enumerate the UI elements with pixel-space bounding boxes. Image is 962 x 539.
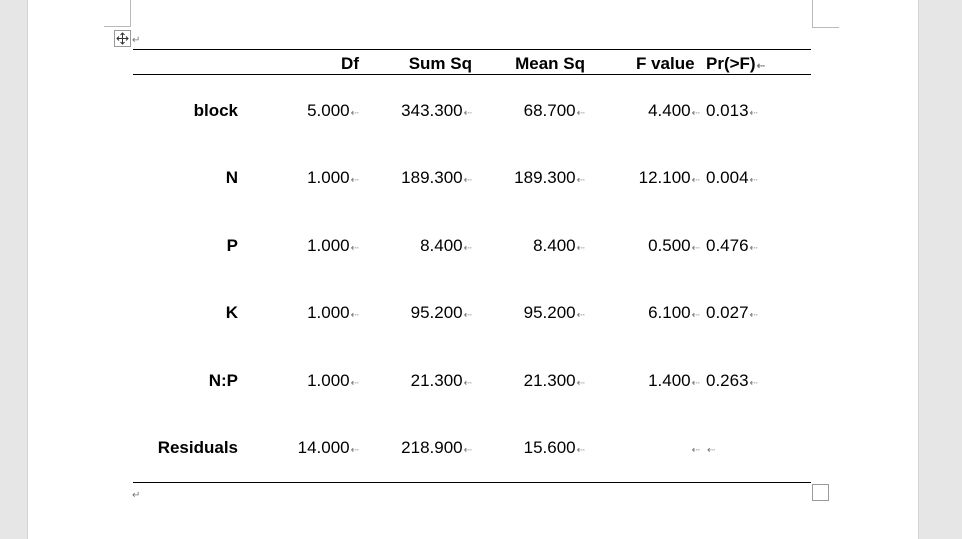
cell-mean-sq[interactable]: 15.600⇠ <box>523 438 585 457</box>
cell-pr-f[interactable]: 0.027⇠ <box>706 303 758 322</box>
table-top-rule <box>133 49 811 50</box>
cell-mean-sq[interactable]: 68.700⇠ <box>523 101 585 120</box>
header-sum-sq[interactable]: Sum Sq <box>408 54 472 73</box>
cell-mean-sq[interactable]: 95.200⇠ <box>523 303 585 322</box>
paragraph-mark: ↵ <box>132 490 141 501</box>
cell-f-value[interactable]: 1.400⇠ <box>648 371 700 390</box>
cell-df[interactable]: 1.000⇠ <box>307 371 359 390</box>
cell-df[interactable]: 1.000⇠ <box>307 168 359 187</box>
cell-f-value[interactable]: 4.400⇠ <box>648 101 700 120</box>
cell-df[interactable]: 1.000⇠ <box>307 236 359 255</box>
paragraph-mark: ↵ <box>132 35 141 46</box>
row-label-n[interactable]: N <box>225 168 238 187</box>
cell-f-value-empty[interactable]: ⇠ <box>691 445 700 456</box>
cell-sum-sq[interactable]: 95.200⇠ <box>410 303 472 322</box>
cell-f-value[interactable]: 6.100⇠ <box>648 303 700 322</box>
header-pr-f[interactable]: Pr(>F)⇠ <box>706 54 765 73</box>
header-f-value[interactable]: F value <box>636 54 695 73</box>
cell-mean-sq[interactable]: 189.300⇠ <box>514 168 585 187</box>
row-label-block[interactable]: block <box>193 101 238 120</box>
cell-pr-f[interactable]: 0.263⇠ <box>706 371 758 390</box>
cell-f-value[interactable]: 0.500⇠ <box>648 236 700 255</box>
table-bottom-rule <box>133 482 811 483</box>
cell-mean-sq[interactable]: 21.300⇠ <box>523 371 585 390</box>
cell-df[interactable]: 14.000⇠ <box>297 438 359 457</box>
header-mean-sq[interactable]: Mean Sq <box>515 54 585 73</box>
row-label-residuals[interactable]: Residuals <box>157 438 238 457</box>
margin-corner-top-left <box>104 26 130 27</box>
row-label-p[interactable]: P <box>226 236 238 255</box>
cell-mean-sq[interactable]: 8.400⇠ <box>533 236 585 255</box>
cell-sum-sq[interactable]: 218.900⇠ <box>401 438 472 457</box>
cell-pr-f[interactable]: 0.476⇠ <box>706 236 758 255</box>
cell-pr-f[interactable]: 0.004⇠ <box>706 168 758 187</box>
table-resize-handle-icon[interactable] <box>812 484 829 501</box>
cell-sum-sq[interactable]: 343.300⇠ <box>401 101 472 120</box>
cell-sum-sq[interactable]: 189.300⇠ <box>401 168 472 187</box>
margin-corner-top-right <box>813 27 839 28</box>
cell-df[interactable]: 5.000⇠ <box>307 101 359 120</box>
row-label-k[interactable]: K <box>225 303 238 322</box>
margin-corner-top-left-vertical <box>130 0 131 27</box>
document-page[interactable] <box>27 0 919 539</box>
cell-sum-sq[interactable]: 8.400⇠ <box>420 236 472 255</box>
header-df[interactable]: Df <box>341 54 359 73</box>
table-move-handle-icon[interactable] <box>114 30 131 47</box>
margin-corner-top-right-vertical <box>812 0 813 28</box>
cell-pr-f[interactable]: 0.013⇠ <box>706 101 758 120</box>
cell-df[interactable]: 1.000⇠ <box>307 303 359 322</box>
cell-sum-sq[interactable]: 21.300⇠ <box>410 371 472 390</box>
cell-pr-f-empty[interactable]: ⇠ <box>707 445 716 456</box>
row-label-n-p[interactable]: N:P <box>208 371 238 390</box>
cell-f-value[interactable]: 12.100⇠ <box>638 168 700 187</box>
